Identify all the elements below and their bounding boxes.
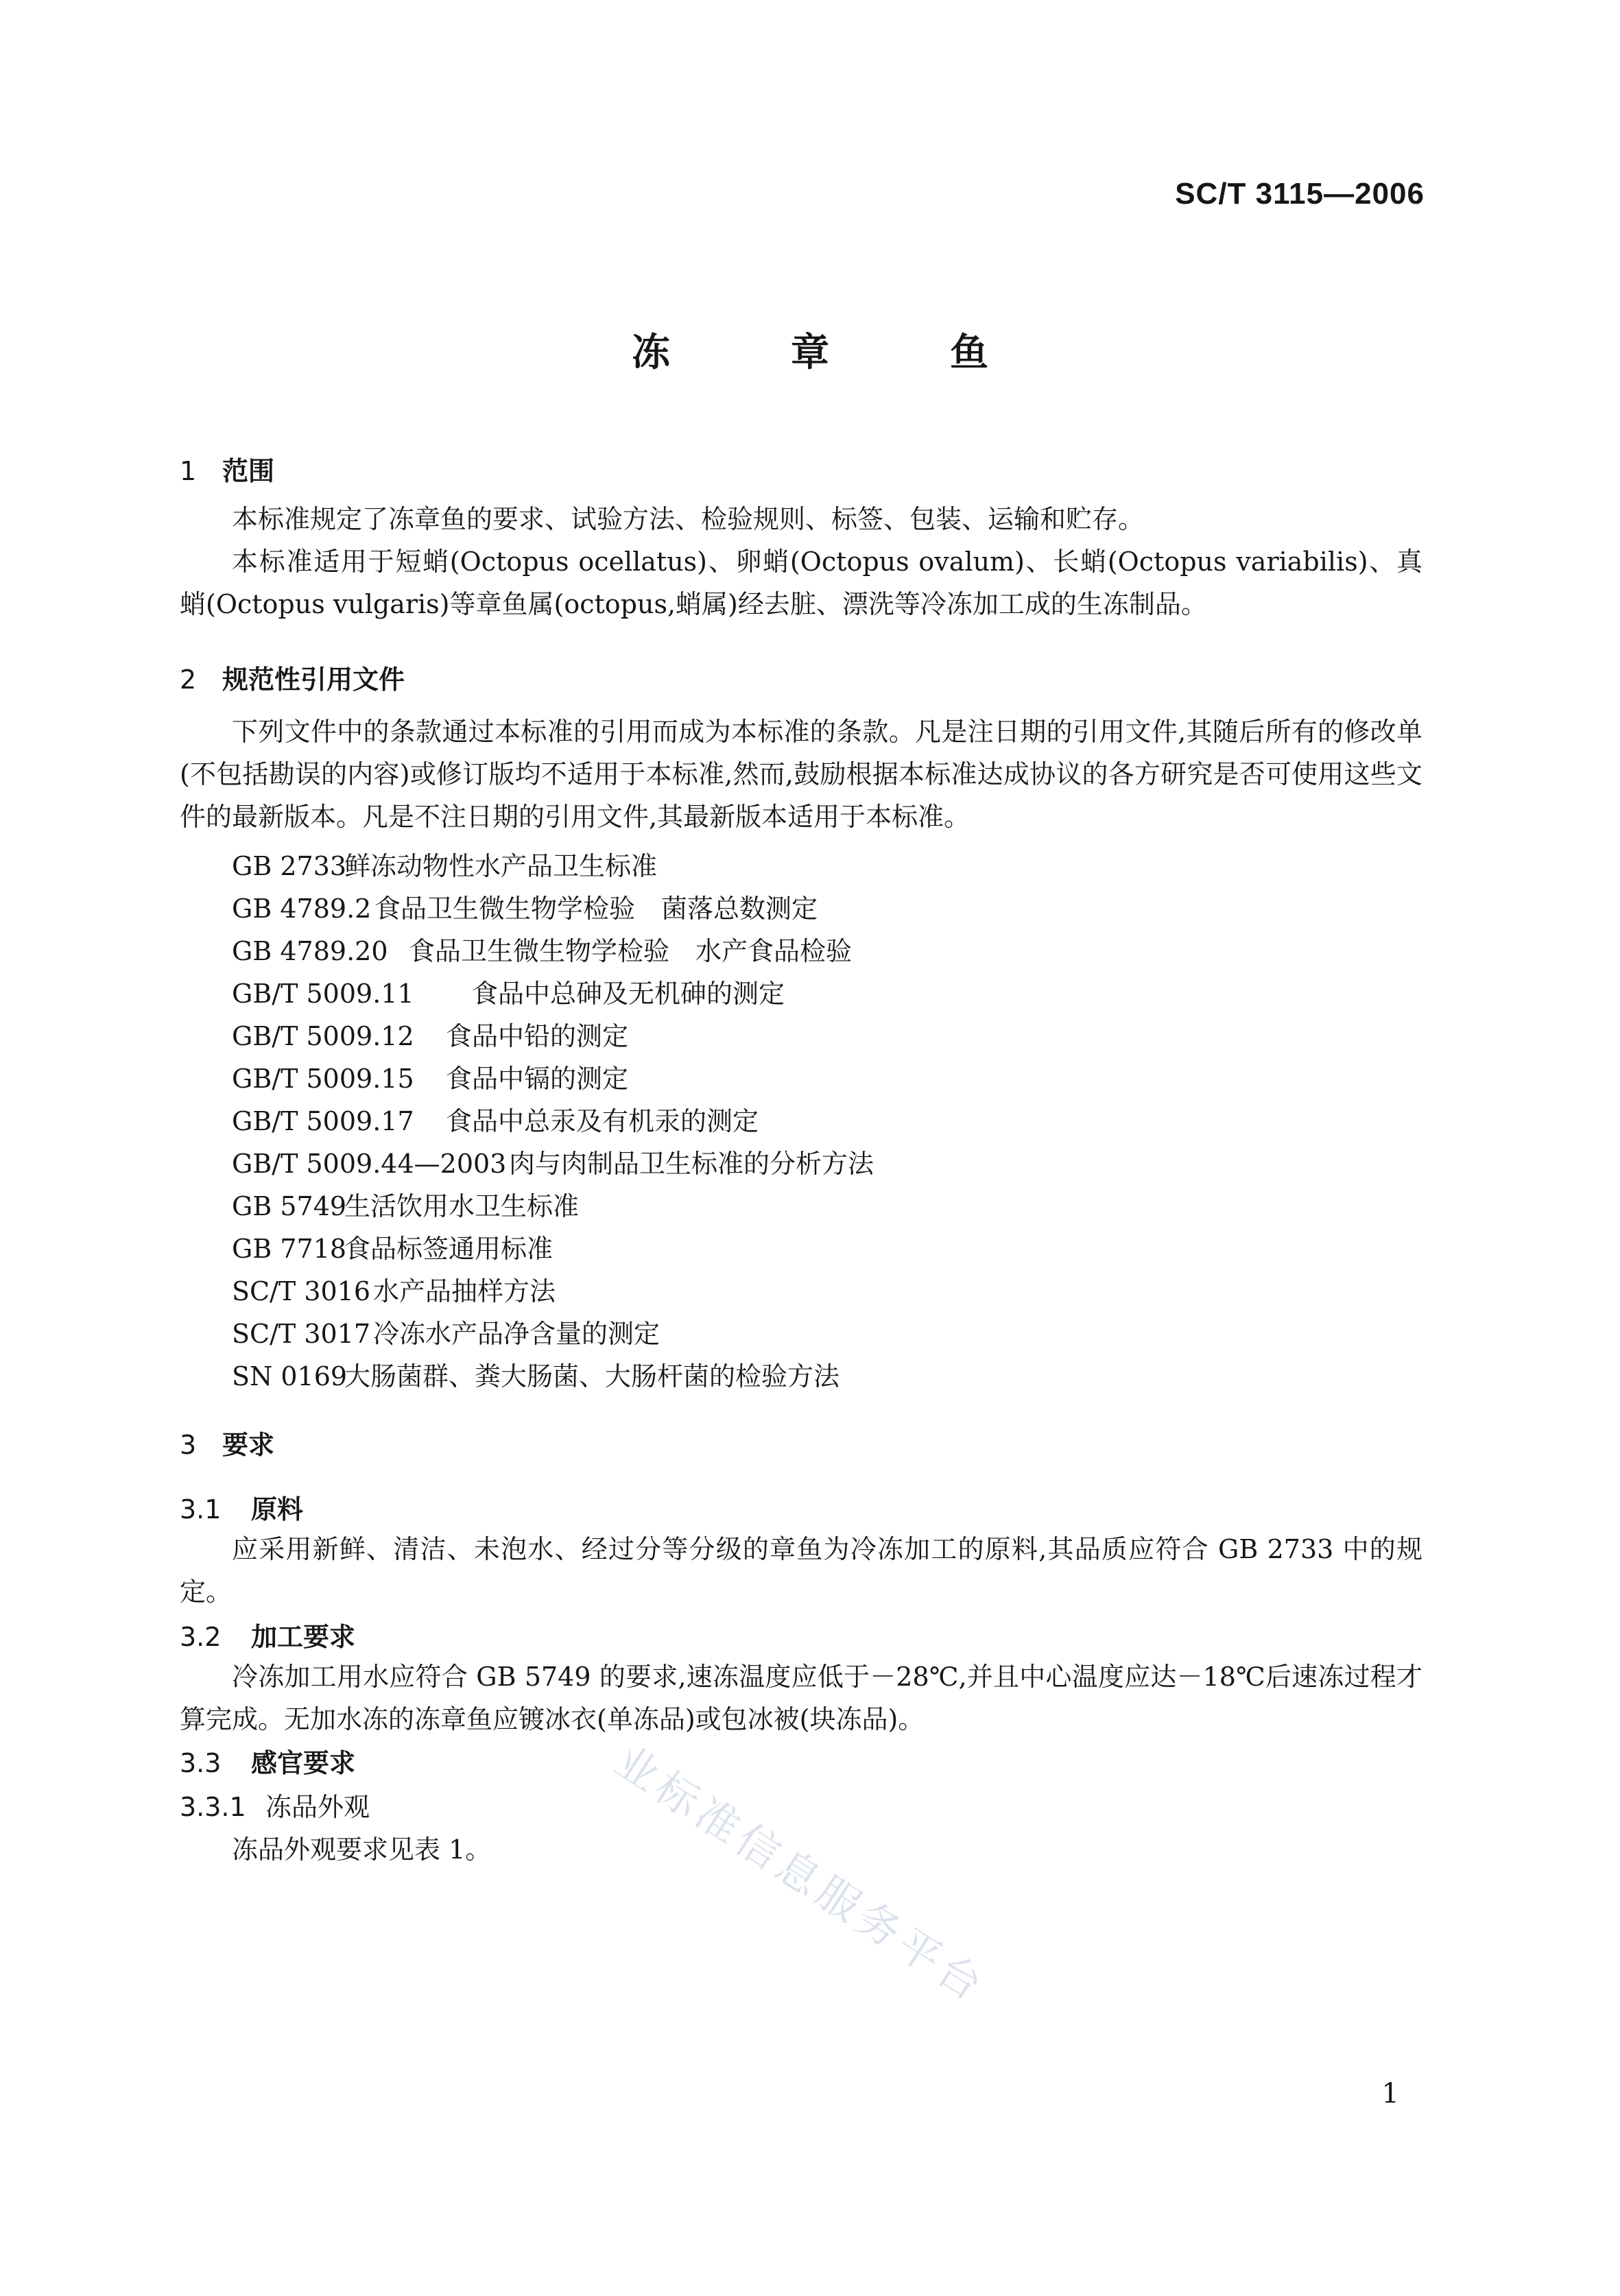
reference-item (232, 1313, 660, 1350)
section-3-2-text: 冷冻加工用水应符合 GB 5749 的要求,速冻温度应低于－28℃,并且中心温度应达－18℃后速冻过程才算完成。无加水冻的冻章鱼应镀冰衣(单冻品)或包冰被(块冻品)。 (180, 1662, 1422, 1734)
reference-code: GB 4789.20 (232, 936, 388, 966)
reference-code: GB 4789.2 (232, 894, 372, 924)
standard-code: SC/T 3115—2006 (1175, 177, 1425, 211)
reference-code: GB 2733 (232, 851, 347, 881)
reference-title: 肉与肉制品卫生标准的分析方法 (509, 1149, 874, 1179)
reference-code: GB/T 5009.44—2003 (232, 1149, 507, 1179)
reference-item (232, 1057, 628, 1095)
reference-title: 食品卫生微生物学检验 水产食品检验 (409, 936, 853, 966)
reference-code: GB 7718 (232, 1234, 347, 1264)
reference-title: 食品中总汞及有机汞的测定 (446, 1106, 759, 1136)
page-number: 1 (1381, 2078, 1399, 2109)
reference-title: 食品中总砷及无机砷的测定 (472, 979, 785, 1009)
reference-title: 食品标签通用标准 (344, 1234, 553, 1264)
section-3-1-text: 应采用新鲜、清洁、未泡水、经过分等分级的章鱼为冷冻加工的原料,其品质应符合 GB 2733 中的规定。 (180, 1534, 1422, 1607)
section-title: 加工要求 (251, 1622, 356, 1652)
section-title: 规范性引用文件 (222, 665, 405, 695)
reference-code: GB/T 5009.11 (232, 979, 414, 1009)
section-1-heading (180, 450, 274, 488)
reference-code: SC/T 3017 (232, 1319, 371, 1349)
reference-code: GB/T 5009.15 (232, 1064, 414, 1094)
section-title: 冻品外观 (265, 1792, 370, 1822)
reference-title: 食品中镉的测定 (446, 1064, 629, 1094)
section-number: 3.1 (180, 1494, 222, 1524)
section-2-heading (180, 658, 405, 696)
watermark: 业标准信息服务平台 (606, 1735, 996, 2013)
reference-title: 食品卫生微生物学检验 菌落总数测定 (374, 894, 818, 924)
section-3-3-1-heading (180, 1786, 370, 1823)
section-title: 感官要求 (251, 1748, 356, 1778)
reference-item (232, 1015, 628, 1053)
section-3-2-heading (180, 1616, 355, 1653)
reference-title: 水产品抽样方法 (373, 1276, 556, 1306)
section-title: 原料 (251, 1494, 304, 1524)
section-number: 3.3 (180, 1748, 222, 1778)
section-1-paragraph-1: 本标准规定了冻章鱼的要求、试验方法、检验规则、标签、包装、运输和贮存。 (232, 504, 1145, 534)
section-3-1-heading (180, 1488, 303, 1526)
reference-item (232, 887, 818, 925)
reference-item (232, 1185, 579, 1223)
reference-item (232, 1143, 874, 1180)
section-1-paragraph-2: 本标准适用于短蛸(Octopus ocellatus)、卵蛸(Octopus ovalum)、长蛸(Octopus variabilis)、真蛸(Octopus vulgaris)等章鱼属(octopus,蛸属)经去脏、漂洗等冷冻加工成的生冻制品。 (180, 547, 1422, 619)
reference-title: 食品中铅的测定 (446, 1021, 629, 1051)
reference-item (232, 1355, 839, 1393)
section-3-3-1-text: 冻品外观要求见表 1。 (232, 1834, 492, 1865)
section-number: 1 (180, 456, 197, 486)
reference-item (232, 1100, 759, 1138)
section-number: 2 (180, 665, 197, 695)
section-title: 范围 (222, 456, 275, 486)
document-title: 冻 章 鱼 (632, 331, 1029, 375)
reference-code: SN 0169 (232, 1361, 348, 1391)
reference-code: GB 5749 (232, 1191, 347, 1221)
reference-item (232, 930, 852, 968)
section-number: 3 (180, 1430, 197, 1460)
section-number: 3.2 (180, 1622, 222, 1652)
reference-item (232, 972, 785, 1010)
reference-code: GB/T 5009.12 (232, 1021, 414, 1051)
section-title: 要求 (222, 1430, 275, 1460)
section-3-heading (180, 1424, 274, 1461)
section-number: 3.3.1 (180, 1792, 246, 1822)
section-2-intro: 下列文件中的条款通过本标准的引用而成为本标准的条款。凡是注日期的引用文件,其随后所有的修改单(不包括勘误的内容)或修订版均不适用于本标准,然而,鼓励根据本标准达成协议的各方研究是否可使用这些文件的最新版本。凡是不注日期的引用文件,其最新版本适用于本标准。 (180, 717, 1422, 832)
reference-item (232, 1270, 556, 1308)
reference-title: 冷冻水产品净含量的测定 (373, 1319, 660, 1349)
section-3-3-heading (180, 1742, 355, 1780)
reference-code: SC/T 3016 (232, 1276, 371, 1306)
reference-title: 生活饮用水卫生标准 (344, 1191, 580, 1221)
reference-code: GB/T 5009.17 (232, 1106, 414, 1136)
reference-title: 鲜冻动物性水产品卫生标准 (344, 851, 658, 881)
reference-item (232, 845, 657, 883)
reference-item (232, 1228, 553, 1265)
reference-title: 大肠菌群、粪大肠菌、大肠杆菌的检验方法 (344, 1361, 840, 1391)
